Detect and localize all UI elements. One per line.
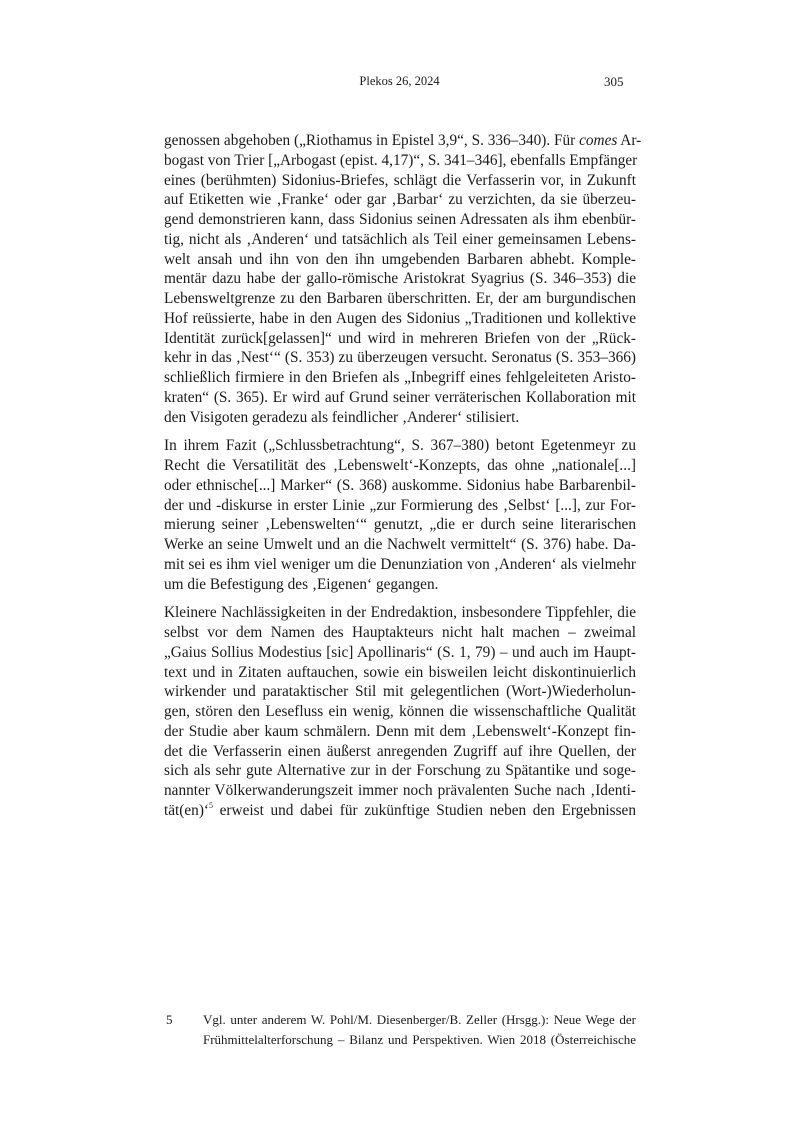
text-line: kraten“ (S. 365). Er wird auf Grund seiner verräterischen Kollaboration mit: [164, 388, 636, 406]
text-line: eines (berühmten) Sidonius-Briefes, schlägt die Verfasserin vor, in Zukunft: [164, 171, 636, 189]
text-line: bogast von Trier [„Arbogast (epist. 4,17)“, S. 341–346], ebenfalls Empfänger: [164, 151, 638, 169]
footnote-line: Frühmittelalterforschung – Bilanz und Perspektiven. Wien 2018 (Österreichische: [203, 1031, 636, 1047]
text-line: text und in Zitaten auftauchen, sowie ein bisweilen leicht diskontinuierlich: [164, 663, 636, 681]
text-segment: genossen abgehoben („Riothamus in Epistel 3,9“, S. 336–340). Für: [164, 132, 580, 149]
paragraph: [164, 436, 636, 594]
text-line: Kleinere Nachlässigkeiten in der Endredaktion, insbesondere Tippfehler, die: [164, 604, 636, 622]
text-line: Recht die Versatilität des ‚Lebenswelt‘-Konzepts, das ohne „nationale[...]: [164, 457, 636, 474]
text-line: mentär dazu habe der gallo-römische Aristokrat Syagrius (S. 346–353) die: [164, 270, 636, 288]
text-line: gen, stören den Lesefluss ein wenig, können die wissenschaftliche Qualität: [164, 703, 636, 720]
text-line: wirkender und parataktischer Stil mit gelegentlichen (Wort-)Wiederholun-: [164, 683, 636, 701]
text-line: mierung seiner ‚Lebenswelten‘“ genutzt, „die er durch seine literarischen: [164, 516, 636, 534]
text-line: Identität zurück[gelassen]“ und wird in mehreren Briefen von der „Rück-: [164, 329, 636, 347]
page-number: 305: [604, 74, 624, 89]
footnote-number: 5: [166, 1012, 173, 1027]
text-line: der und -diskurse in erster Linie „zur Formierung des ‚Selbst‘ [...], zur For-: [164, 496, 636, 514]
text-line: In ihrem Fazit („Schlussbetrachtung“, S. 367–380) betont Egetenmeyr zu: [164, 437, 636, 455]
text-segment: Ar-: [617, 132, 642, 149]
running-header: Plekos 26, 2024: [359, 74, 440, 88]
paragraph: [164, 603, 636, 820]
text-line: welt ansah und ihn von den ihn umgebenden Barbaren abhebt. Komple-: [164, 250, 636, 268]
text-line: det die Verfasserin einen äußerst anregenden Zugriff auf ihre Quellen, der: [164, 742, 636, 760]
text-line: schließlich firmiere in den Briefen als „Inbegriff eines fehlgeleiteten Aristo-: [164, 369, 636, 386]
text-line: gend demonstrieren kann, dass Sidonius seinen Adressaten als ihm ebenbür-: [164, 211, 636, 228]
text-line: [164, 801, 636, 821]
footnote-ref[interactable]: 5: [209, 800, 214, 810]
text-line: nannter Völkerwanderungszeit immer noch prävalenten Suche nach ‚Identi-: [164, 782, 636, 799]
text-line: „Gaius Sollius Modestius [sic] Apollinaris“ (S. 1, 79) – und auch im Haupt-: [164, 643, 636, 661]
italic-term: comes: [579, 132, 618, 149]
text-line: mit sei es ihm viel weniger um die Denunziation von ‚Anderen‘ als vielmehr: [164, 555, 636, 573]
text-line: sich als sehr gute Alternative zur in der Forschung zu Spätantike und soge-: [164, 762, 636, 780]
text-line: auf Etiketten wie ‚Franke‘ oder gar ‚Barbar‘ zu verzichten, da sie überzeu-: [164, 191, 636, 209]
text-line: kehr in das ‚Nest‘“ (S. 353) zu überzeugen versucht. Seronatus (S. 353–366): [164, 349, 636, 367]
footnote-line: Vgl. unter anderem W. Pohl/M. Diesenberger/B. Zeller (Hrsgg.): Neue Wege der: [203, 1012, 636, 1027]
text-line: Lebensweltgrenze zu den Barbaren überschritten. Er, der am burgundischen: [164, 290, 636, 307]
text-segment: erweist und dabei für zukünftige Studien neben den Ergebnissen: [213, 801, 636, 819]
text-line: tig, nicht als ‚Anderen‘ und tatsächlich als Teil einer gemeinsamen Lebens-: [164, 230, 636, 248]
body-text: [164, 131, 642, 830]
text-line: um die Befestigung des ‚Eigenen‘ gegangen.: [164, 575, 439, 593]
text-line: den Visigoten geradezu als feindlicher ‚Anderer‘ stilisiert.: [164, 408, 520, 426]
text-segment: tät(en)‘: [164, 801, 210, 819]
text-line: selbst vor dem Namen des Hauptakteurs nicht halt machen – zweimal: [164, 624, 636, 641]
footnote-text: [203, 1010, 636, 1050]
footnote: [164, 1010, 636, 1050]
text-line: Hof reüssierte, habe in den Augen des Sidonius „Traditionen und kollektive: [164, 309, 636, 327]
text-line: [164, 131, 642, 151]
text-line: der Studie aber kaum schmälern. Denn mit dem ‚Lebenswelt‘-Konzept fin-: [164, 722, 636, 740]
paragraph: [164, 131, 642, 427]
text-line: oder ethnische[...] Marker“ (S. 368) auskomme. Sidonius habe Barbarenbil-: [164, 476, 636, 494]
text-line: Werke an seine Umwelt und an die Nachwelt vermittelt“ (S. 376) habe. Da-: [164, 536, 636, 553]
